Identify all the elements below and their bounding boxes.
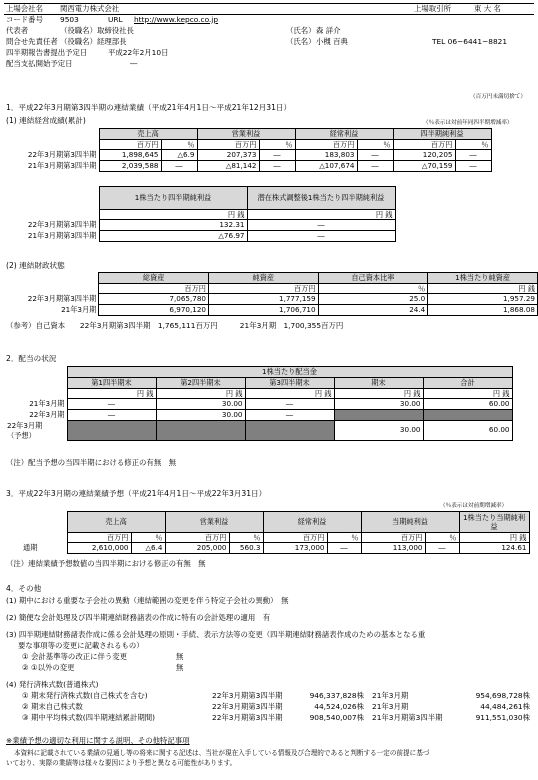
row-label: 21年3月期第3四半期 <box>27 160 97 170</box>
cell: △76.97 <box>99 231 247 242</box>
cell: 1,957.29 <box>428 294 538 305</box>
cell: 2,610,000 <box>67 543 131 554</box>
unit-cell: 百万円 <box>99 284 209 294</box>
unit-cell: ％ <box>131 533 165 543</box>
shares-value: 44,524,026株 <box>314 702 364 711</box>
unit-cell: 百万円 <box>361 533 425 543</box>
exchange-label: 上場取引所 <box>414 4 451 13</box>
unit-cell: 百万円 <box>197 140 259 150</box>
col-ordinary-income: 経常利益 <box>263 512 361 533</box>
cell: 183,803 <box>295 150 357 161</box>
row-label: 22年3月期 （予想） <box>7 420 43 440</box>
cell: ― <box>425 543 459 554</box>
row-label: 21年3月期 <box>29 398 65 408</box>
unit-cell: 円 銭 <box>423 389 512 399</box>
s4-item3-b-value: 無 <box>176 663 184 672</box>
s4-item1: (1) 期中における重要な子会社の異動（連結範囲の変更を伴う特定子会社の異動） 無 <box>6 596 289 605</box>
col-eps: 1株当たり四半期純利益 <box>99 187 247 210</box>
cell: 205,000 <box>165 543 229 554</box>
unit-cell: 百万円 <box>295 140 357 150</box>
s3-title: 3．平成22年3月期の連結業績予想（平成21年4月1日～平成22年3月31日） <box>6 489 267 498</box>
cell: 132.31 <box>99 220 247 231</box>
unit-cell: ％ <box>327 533 361 543</box>
unit-cell: 円 銭 <box>428 284 538 294</box>
equity-note: （参考）自己資本 22年3月期第3四半期 1,765,111百万円 21年3月期 1,700,355百万円 <box>6 321 344 330</box>
table-row <box>5 410 512 421</box>
gray-cell <box>245 421 334 441</box>
shares-value: 908,540,007株 <box>309 713 364 722</box>
cell: △6.4 <box>131 543 165 554</box>
s3-pct-note: （％表示は対前期増減率） <box>440 503 508 509</box>
tel: TEL 06−6441−8821 <box>432 37 508 46</box>
unit-note: （百万円未満切捨て） <box>470 94 526 100</box>
s4-item4: (4) 発行済株式数(普通株式) <box>6 680 99 689</box>
cell: 60.00 <box>423 399 512 410</box>
s1-sub1: (1) 連結経営成績(累計) <box>6 116 86 125</box>
unit-cell: ％ <box>161 140 197 150</box>
unit-cell: 円 銭 <box>99 210 247 220</box>
unit-cell: 百万円 <box>67 533 131 543</box>
cell: ― <box>67 410 156 421</box>
s4-item3: (3) 四半期連結財務諸表作成に係る会計処理の原則・手続、表示方法等の変更（四半期連結財務諸表作成のための基本となる重 <box>6 630 426 639</box>
unit-cell: 円 銭 <box>67 389 156 399</box>
col-net-assets: 純資産 <box>208 273 318 284</box>
cell: 30.00 <box>156 410 245 421</box>
shares-period: 22年3月期第3四半期 <box>212 713 283 722</box>
url-label: URL <box>108 15 123 24</box>
shares-period: 21年3月期 <box>372 702 409 711</box>
table-row <box>5 399 512 410</box>
footer-body-1: 本資料に記載されている業績の見通し等の将来に関する記述は、当社が現在入手している情報及び合理的であると判断する一定の前提に基づ <box>14 749 430 757</box>
cell: ― <box>245 410 334 421</box>
unit-cell: 百万円 <box>99 140 161 150</box>
cell: ― <box>245 399 334 410</box>
contact-label: 問合せ先責任者 <box>6 37 58 46</box>
cell: △70,159 <box>393 161 455 172</box>
col-q3: 第3四半期末 <box>245 378 334 389</box>
row-label: 22年3月期第3四半期 <box>27 293 97 303</box>
company-label: 上場会社名 <box>6 4 43 13</box>
exchange-value: 東 大 名 <box>474 4 501 13</box>
unit-cell: 円 銭 <box>459 533 529 543</box>
table-row <box>5 231 395 242</box>
cell: 7,065,780 <box>99 294 209 305</box>
cell: △6.9 <box>161 150 197 161</box>
shares-value: 911,551,030株 <box>475 713 530 722</box>
row-label: 22年3月期第3四半期 <box>27 219 97 229</box>
col-net-income: 四半期純利益 <box>393 129 491 140</box>
s3-note: （注）連結業績予想数値の当四半期における修正の有無 無 <box>6 559 206 568</box>
col-equity-ratio: 自己資本比率 <box>318 273 428 284</box>
eps-table <box>5 186 396 242</box>
unit-cell: 円 銭 <box>245 389 334 399</box>
table-row <box>5 294 538 305</box>
row-label: 通期 <box>23 542 38 552</box>
col-q2: 第2四半期末 <box>156 378 245 389</box>
shares-value: 44,484,261株 <box>480 702 530 711</box>
header-rule <box>4 14 534 15</box>
cell: 1,868.08 <box>428 305 538 316</box>
rep-name-label: （氏名） <box>286 26 316 35</box>
row-label: 22年3月期第3四半期 <box>27 149 97 159</box>
col-eps: 1株当たり当期純利益 <box>459 512 529 533</box>
shares-label: ③ 期中平均株式数(四半期連結累計期間) <box>22 713 155 722</box>
s2-title: 2．配当の状況 <box>6 354 57 363</box>
s1-title: 1．平成22年3月期第3四半期の連結業績（平成21年4月1日～平成21年12月31日） <box>6 103 292 112</box>
row-label: 22年3月期 <box>29 409 65 419</box>
company-name: 関西電力株式会社 <box>60 4 120 13</box>
s2-note: （注）配当予想の当四半期における修正の有無 無 <box>6 458 176 467</box>
dividend-group-header: 1株当たり配当金 <box>67 367 512 378</box>
col-net-income: 当期純利益 <box>361 512 459 533</box>
dividend-table <box>5 366 513 441</box>
s4-item3-a-value: 無 <box>176 652 184 661</box>
contact-role: （役職名）経理部長 <box>60 37 127 46</box>
cell: ― <box>455 150 491 161</box>
shares-period: 21年3月期 <box>372 691 409 700</box>
financial-position-table <box>5 272 538 316</box>
rep-label: 代表者 <box>6 26 29 35</box>
table-row <box>5 161 491 172</box>
shares-label: ① 期末発行済株式数(自己株式を含む) <box>22 691 148 700</box>
gray-cell <box>423 410 512 421</box>
shares-value: 946,337,828株 <box>309 691 364 700</box>
col-q1: 第1四半期末 <box>67 378 156 389</box>
cell: ― <box>161 161 197 172</box>
rep-role: （役職名）取締役社長 <box>60 26 134 35</box>
cell: 24.4 <box>318 305 428 316</box>
row-label: 21年3月期 <box>61 304 97 314</box>
unit-cell: ％ <box>318 284 428 294</box>
table-row <box>5 305 538 316</box>
unit-cell: 円 銭 <box>247 210 395 220</box>
unit-cell: ％ <box>425 533 459 543</box>
footer-title: ※業績予想の適切な利用に関する説明、その他特記事項 <box>6 736 190 745</box>
shares-period: 22年3月期第3四半期 <box>212 702 283 711</box>
col-total: 合計 <box>423 378 512 389</box>
unit-cell: ％ <box>357 140 393 150</box>
s4-item3-b: ② ①以外の変更 <box>22 663 75 672</box>
cell: ― <box>259 161 295 172</box>
col-operating-income: 営業利益 <box>165 512 263 533</box>
col-bps: 1株当たり純資産 <box>428 273 538 284</box>
cell: 560.3 <box>229 543 263 554</box>
shares-label: ② 期末自己株式数 <box>22 702 83 711</box>
gray-cell <box>156 421 245 441</box>
cell: △107,674 <box>295 161 357 172</box>
results-table <box>5 128 492 172</box>
cell: 207,373 <box>197 150 259 161</box>
contact-name: 小槻 百典 <box>316 37 348 46</box>
row-label: 21年3月期第3四半期 <box>27 230 97 240</box>
cell: ― <box>357 150 393 161</box>
col-sales: 売上高 <box>67 512 165 533</box>
s4-title: 4．その他 <box>6 584 42 593</box>
forecast-table <box>5 511 530 554</box>
report-date: 平成22年2月10日 <box>108 48 169 57</box>
code-label: コード番号 <box>6 15 43 24</box>
col-total-assets: 総資産 <box>99 273 209 284</box>
cell: △81,142 <box>197 161 259 172</box>
cell: ― <box>247 231 395 242</box>
s4-item2: (2) 簡便な会計処理及び四半期連結財務諸表の作成に特有の会計処理の適用 有 <box>6 613 271 622</box>
unit-cell: 百万円 <box>165 533 229 543</box>
cell: 6,970,120 <box>99 305 209 316</box>
cell: 120,205 <box>393 150 455 161</box>
s4-item3-cont: 要な事項等の変更に記載されるもの） <box>18 641 144 650</box>
report-date-label: 四半期報告書提出予定日 <box>6 48 88 57</box>
cell: ― <box>247 220 395 231</box>
table-row <box>5 543 529 554</box>
col-diluted-eps: 潜在株式調整後1株当たり四半期純利益 <box>247 187 395 210</box>
unit-cell: 円 銭 <box>334 389 423 399</box>
cell: ― <box>455 161 491 172</box>
unit-cell: 百万円 <box>393 140 455 150</box>
table-row <box>5 220 395 231</box>
cell: ― <box>357 161 393 172</box>
contact-name-label: （氏名） <box>286 37 316 46</box>
table-row <box>5 150 491 161</box>
col-ordinary-income: 経常利益 <box>295 129 393 140</box>
shares-value: 954,698,728株 <box>475 691 530 700</box>
unit-cell: 百万円 <box>263 533 327 543</box>
s1-pct-note: （％表示は対前年同四半期増減率） <box>423 120 513 126</box>
unit-cell: ％ <box>229 533 263 543</box>
unit-cell: 百万円 <box>208 284 318 294</box>
cell: 113,000 <box>361 543 425 554</box>
cell: 173,000 <box>263 543 327 554</box>
cell: 1,777,159 <box>208 294 318 305</box>
gray-cell <box>334 410 423 421</box>
s1-sub2: (2) 連結財政状態 <box>6 261 65 270</box>
col-sales: 売上高 <box>99 129 197 140</box>
cell: ― <box>67 399 156 410</box>
dividend-date: ― <box>130 59 138 68</box>
s4-item3-a: ① 会計基準等の改正に伴う変更 <box>22 652 128 661</box>
cell: 1,898,645 <box>99 150 161 161</box>
unit-cell: 円 銭 <box>156 389 245 399</box>
table-row <box>5 421 512 441</box>
cell: 2,039,588 <box>99 161 161 172</box>
cell: 60.00 <box>423 421 512 441</box>
code-value: 9503 <box>60 15 79 24</box>
rep-name: 森 詳介 <box>316 26 341 35</box>
cell: 124.61 <box>459 543 529 554</box>
cell: ― <box>327 543 361 554</box>
cell: 30.00 <box>334 421 423 441</box>
gray-cell <box>67 421 156 441</box>
url-link[interactable]: http://www.kepco.co.jp <box>134 15 219 24</box>
unit-cell: ％ <box>259 140 295 150</box>
shares-period: 22年3月期第3四半期 <box>212 691 283 700</box>
footer-body-2: いており、実際の業績等は様々な要因により予想と異なる可能性があります。 <box>6 759 237 767</box>
dividend-date-label: 配当支払開始予定日 <box>6 59 73 68</box>
cell: ― <box>259 150 295 161</box>
cell: 30.00 <box>156 399 245 410</box>
cell: 30.00 <box>334 399 423 410</box>
col-year-end: 期末 <box>334 378 423 389</box>
unit-cell: ％ <box>455 140 491 150</box>
cell: 25.0 <box>318 294 428 305</box>
shares-period: 21年3月期第3四半期 <box>372 713 443 722</box>
cell: 1,706,710 <box>208 305 318 316</box>
col-operating-income: 営業利益 <box>197 129 295 140</box>
